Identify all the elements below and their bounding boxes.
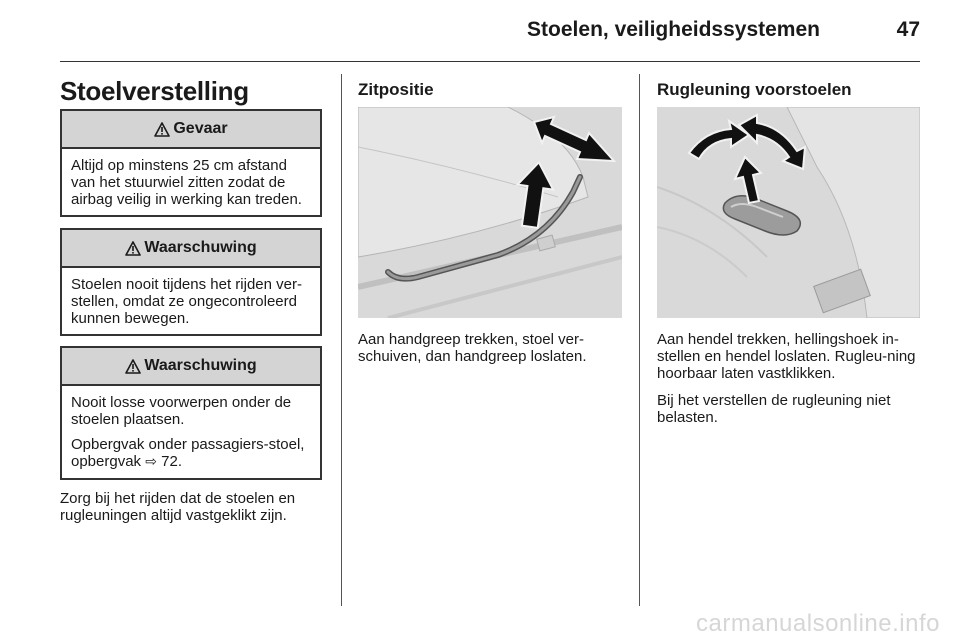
- warning-box-1-body: [62, 268, 320, 335]
- left-footer-text: Zorg bij het rijden dat de stoelen en rugleuningen altijd vastgeklikt zijn.: [60, 490, 296, 524]
- warning-2-ref-text: Opbergvak onder passagiers-stoel, opbergvak: [71, 436, 305, 470]
- section-heading: Stoelverstelling: [60, 76, 249, 106]
- warning-triangle-icon: [154, 122, 170, 137]
- reference-arrow-icon: ⇨: [145, 453, 157, 469]
- reference-link[interactable]: 72.: [161, 453, 182, 470]
- danger-text: Altijd op minstens 25 cm afstand van het stuurwiel zitten zodat de airbag veilig in werking kan treden.: [71, 157, 302, 208]
- seat-position-caption: Aan handgreep trekken, stoel ver-schuiven, dan handgreep loslaten.: [358, 331, 587, 365]
- backrest-caption: Aan hendel trekken, hellingshoek in-stellen en hendel loslaten. Rugleu-ning hoorbaar laten vastklikken.: [657, 331, 916, 382]
- watermark: carmanualsonline.info: [696, 610, 940, 637]
- column-divider-2: [639, 74, 640, 606]
- header-title: Stoelen, veiligheidssystemen: [527, 18, 820, 41]
- danger-box: [60, 109, 322, 217]
- warning-box-2: [60, 346, 322, 480]
- page-number: 47: [896, 18, 920, 41]
- danger-box-header: [62, 111, 320, 149]
- backrest-illustration: [657, 107, 920, 318]
- warning-2-text: Nooit losse voorwerpen onder de stoelen plaatsen.: [71, 394, 292, 428]
- warning-box-1-label: Waarschuwing: [144, 239, 257, 256]
- warning-triangle-icon: [125, 241, 141, 256]
- warning-box-1-header: [62, 230, 320, 268]
- header-rule: [60, 61, 920, 62]
- danger-box-label: Gevaar: [173, 120, 228, 137]
- seat-position-heading: Zitpositie: [358, 80, 434, 99]
- seat-adjust-illustration: [358, 107, 622, 318]
- backrest-heading: Rugleuning voorstoelen: [657, 80, 852, 99]
- backrest-note: Bij het verstellen de rugleuning niet belasten.: [657, 392, 891, 426]
- warning-box-2-header: [62, 348, 320, 386]
- danger-box-body: [62, 149, 320, 216]
- warning-box-1: [60, 228, 322, 336]
- warning-box-2-body: [62, 386, 320, 478]
- warning-box-2-label: Waarschuwing: [144, 357, 257, 374]
- warning-triangle-icon: [125, 359, 141, 374]
- warning-2-ref-paragraph: [71, 436, 311, 470]
- column-divider-1: [341, 74, 342, 606]
- warning-1-text: Stoelen nooit tijdens het rijden ver-stellen, omdat ze ongecontroleerd kunnen bewegen.: [71, 276, 302, 327]
